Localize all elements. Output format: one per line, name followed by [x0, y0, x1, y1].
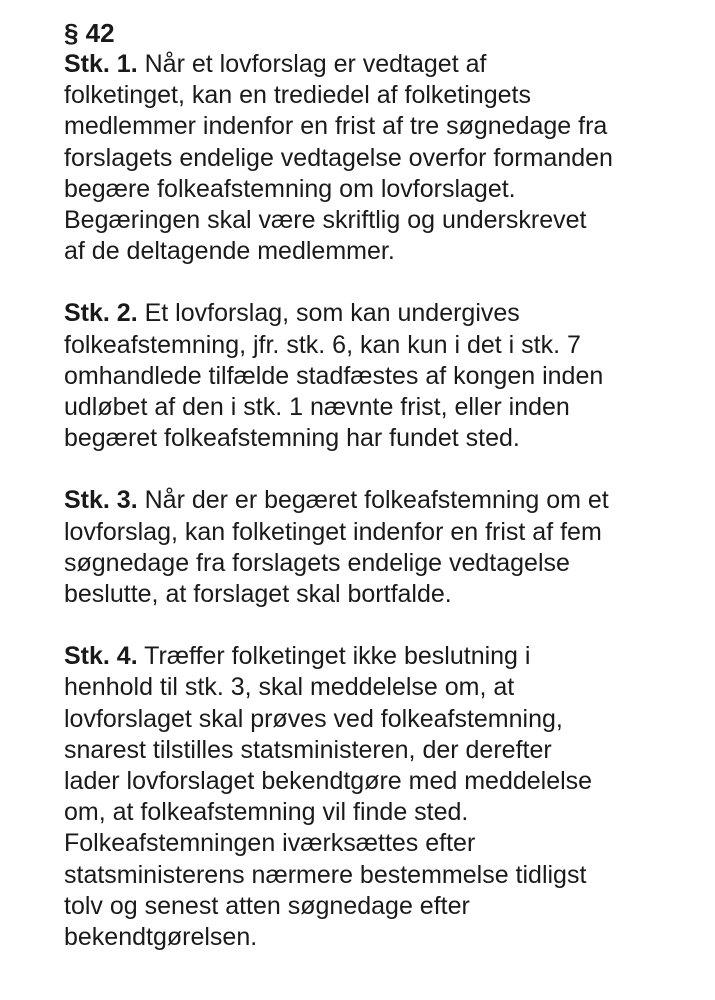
text-line: medlemmer indenfor en frist af tre søgnedage fra [64, 112, 608, 141]
paragraph-stk-2 [64, 298, 704, 454]
text-line-content: Når et lovforslag er vedtaget af [144, 50, 487, 78]
text-line: begære folkeafstemning om lovforslaget. [64, 174, 516, 203]
paragraph-stk-4 [64, 641, 704, 953]
text-line: lovforslag, kan folketinget indenfor en frist af fem [64, 517, 602, 546]
text-line-content: Når der er begæret folkeafstemning om et [144, 486, 609, 515]
text-line: om, at folkeafstemning vil finde sted. [64, 798, 469, 827]
text-line: søgnedage fra forslagets endelige vedtagelse [64, 548, 570, 577]
text-line: lader lovforslaget bekendtgøre med meddelelse [64, 767, 593, 796]
text-line: udløbet af den i stk. 1 nævnte frist, eller inden [64, 393, 570, 422]
text-line: Begæringen skal være skriftlig og underskrevet [64, 206, 587, 235]
text-line: forslagets endelige vedtagelse overfor formanden [64, 143, 613, 172]
text-line: folketinget, kan en trediedel af folketingets [64, 81, 531, 110]
text-line: bekendtgørelsen. [64, 923, 258, 952]
text-line: beslutte, at forslaget skal bortfalde. [64, 580, 452, 609]
text-line: Folkeafstemningen iværksættes efter [64, 829, 476, 858]
text-line-content: Træffer folketinget ikke beslutning i [144, 642, 531, 671]
text-line: henhold til stk. 3, skal meddelelse om, at [64, 673, 515, 702]
text-line: lovforslaget skal prøves ved folkeafstemning, [64, 704, 563, 733]
paragraph-stk-1 [64, 49, 704, 267]
text-line: omhandlede tilfælde stadfæstes af kongen inden [64, 361, 604, 390]
paragraph-label: Stk. 2. [64, 299, 138, 328]
text-line: af de deltagende medlemmer. [64, 237, 395, 266]
text-line [64, 49, 704, 80]
paragraph-stk-3 [64, 485, 704, 610]
paragraph-label: Stk. 4. [64, 642, 138, 671]
paragraph-label: Stk. 1. [64, 50, 138, 78]
section-title: § 42 [64, 18, 115, 48]
text-line: folkeafstemning, jfr. stk. 6, kan kun i det i stk. 7 [64, 330, 581, 359]
text-line [64, 485, 704, 516]
paragraph-label: Stk. 3. [64, 486, 138, 515]
text-line [64, 298, 704, 329]
text-line [64, 641, 704, 672]
text-line: tolv og senest atten søgnedage efter [64, 891, 470, 920]
document-page [64, 18, 704, 984]
text-line: snarest tilstilles statsministeren, der derefter [64, 735, 552, 764]
text-line-content: Et lovforslag, som kan undergives [144, 299, 520, 328]
text-line: begæret folkeafstemning har fundet sted. [64, 424, 520, 453]
text-line: statsministerens nærmere bestemmelse tidligst [64, 860, 587, 889]
